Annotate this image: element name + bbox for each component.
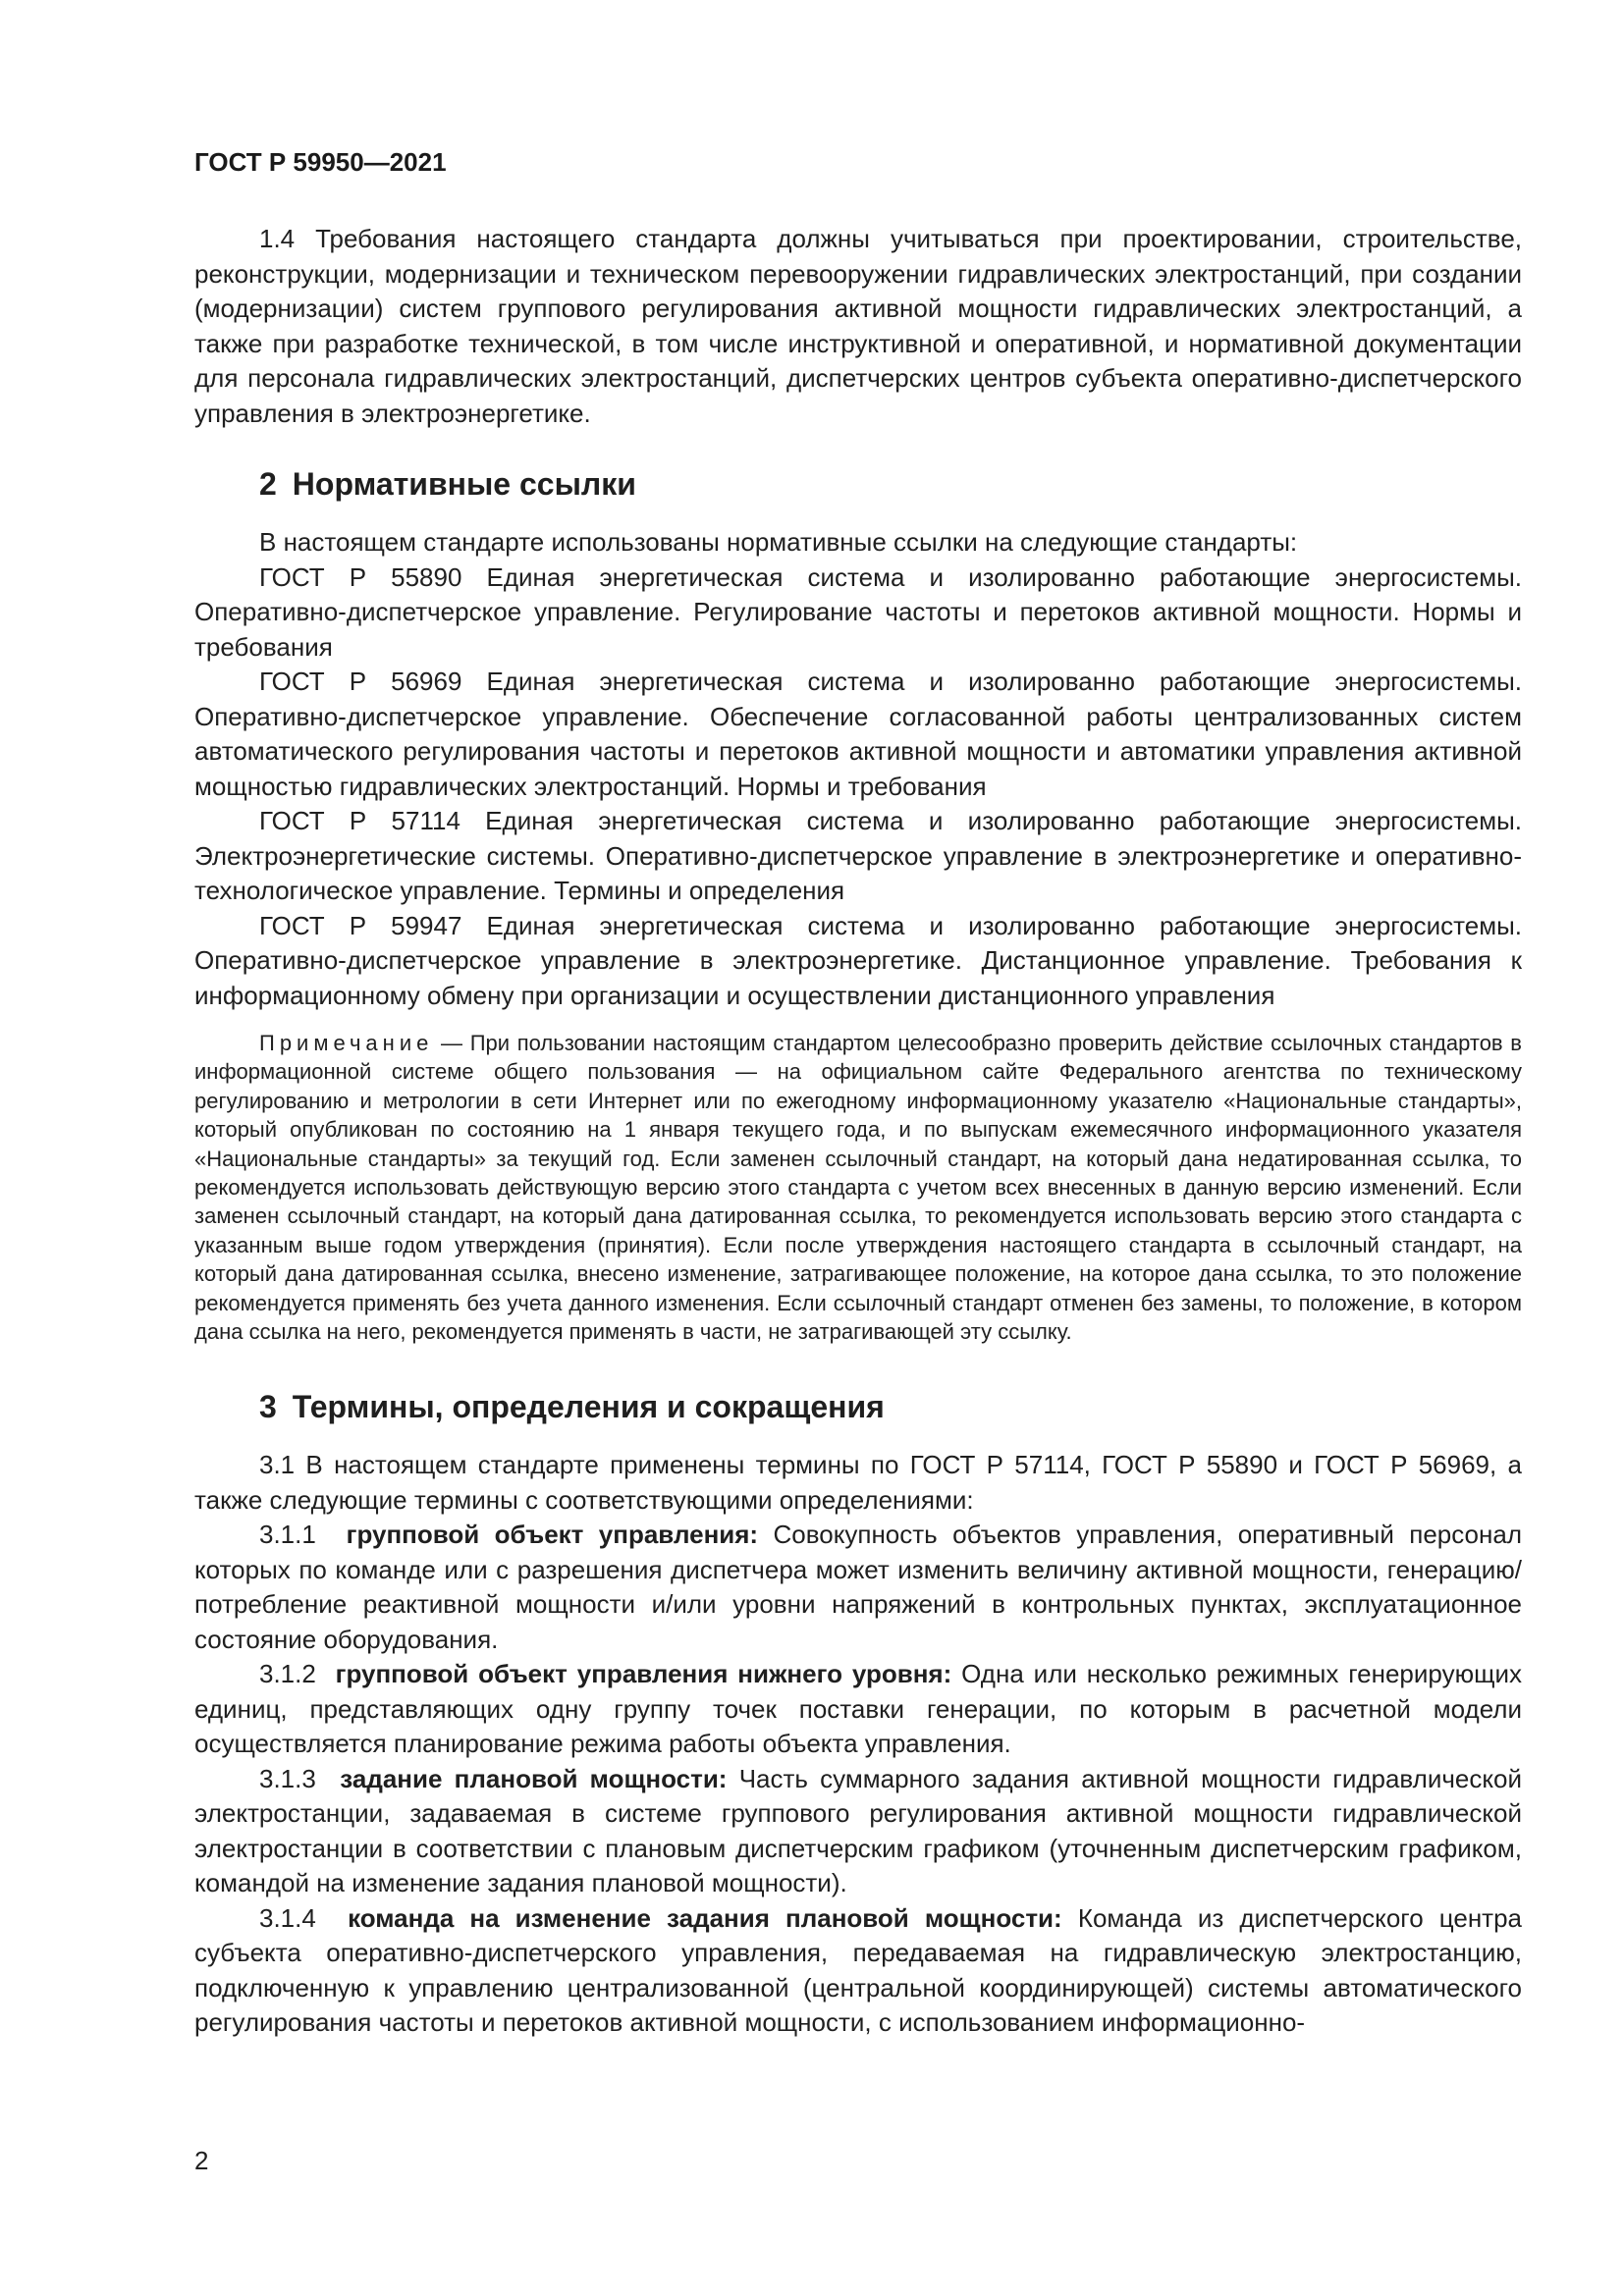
term-name: задание плановой мощности: [340,1763,728,1793]
term-3-1-1 [194,1518,1522,1657]
reference-item: ГОСТ Р 55890 Единая энергетическая система и изолированно работающие энергосистемы. Оперативно-диспетчерское управление. Регулирование частоты и перетоков активной мощности. Нормы и требования [194,561,1522,662]
reference-item: ГОСТ Р 59947 Единая энергетическая система и изолированно работающие энергосистемы. Оперативно-диспетчерское управление в электроэнергетике. Дистанционное управление. Требования к информационному обмену при организации и осуществлении дистанционного управления [194,910,1522,1010]
section-2-note [194,1029,1522,1346]
section-2-heading [259,464,1522,504]
term-definition: Часть суммарного задания активной мощности гидравлической электростанции, задаваемая в системе группового регулирования активной мощности гидравлической электростанции в соответствии с плановым диспетчерским графиком (уточненным диспетчерским графиком, командой на изменение задания плановой мощности). [194,1763,1523,1898]
section-3-number: 3 [259,1389,277,1425]
section-2-number: 2 [259,466,277,502]
reference-item: ГОСТ Р 57114 Единая энергетическая система и изолированно работающие энергосистемы. Электроэнергетические системы. Оперативно-диспетчерское управление в электроэнергетике и оперативно-технологическое управление. Термины и определения [194,806,1522,905]
term-name: групповой объект управления нижнего уровня: [335,1659,952,1689]
section-2-title: Нормативные ссылки [292,466,636,502]
term-3-1-3 [194,1762,1522,1901]
term-number: 3.1.4 [259,1902,316,1933]
term-number: 3.1.3 [259,1763,316,1793]
document-body [194,222,1522,2041]
term-definition: Команда из диспетчерского центра субъекта оперативно-диспетчерского управления, передаваемая на гидравлическую электростанцию, подключенную к управлению централизованной (центральной координирующей) системы автоматического регулирования частоты и перетоков активной мощности, с использованием информационно- [194,1902,1523,2038]
section-2-intro: В настоящем стандарте использованы нормативные ссылки на следующие стандарты: [259,527,1298,557]
term-name: групповой объект управления: [346,1520,759,1550]
term-3-1-2 [194,1657,1522,1762]
term-3-1-4 [194,1901,1522,2041]
term-number: 3.1.1 [259,1520,316,1550]
reference-item: ГОСТ Р 56969 Единая энергетическая система и изолированно работающие энергосистемы. Оперативно-диспетчерское управление. Обеспечение согласованной работы централизованных систем автоматического регулирования частоты и перетоков активной мощности и автоматики управления активной мощностью гидравлических электростанций. Нормы и требования [194,667,1522,801]
term-definition: Совокупность объектов управления, оперативный персонал которых по команде или с разрешения диспетчера может изменить величину активной мощности, генерацию/потребление реактивной мощности и/или уровни напряжений в контрольных пунктах, эксплуатационное состояние оборудования. [194,1520,1522,1654]
term-definition: Одна или несколько режимных генерирующих единиц, представляющих одну группу точек поставки генерации, по которым в расчетной модели осуществляется планирование режима работы объекта управления. [194,1659,1522,1759]
document-code-header: ГОСТ Р 59950—2021 [194,147,447,177]
section-3-intro: 3.1 В настоящем стандарте применены термины по ГОСТ Р 57114, ГОСТ Р 55890 и ГОСТ Р 56969, а также следующие термины с соответствующими определениями: [194,1450,1522,1515]
term-name: команда на изменение задания плановой мощности: [348,1902,1062,1933]
note-label: Примечание [259,1031,434,1055]
term-number: 3.1.2 [259,1659,316,1689]
paragraph-1-4: 1.4 Требования настоящего стандарта должны учитываться при проектировании, строительстве, реконструкции, модернизации и техническом перевооружении гидравлических электростанций, при создании (модернизации) систем группового регулирования активной мощности гидравлических электростанций, а также при разработке технической, в том числе инструктивной и оперативной, и нормативной документации для персонала гидравлических электростанций, диспетчерских центров субъекта оперативно-диспетчерского управления в электроэнергетике. [194,224,1522,428]
section-3-title: Термины, определения и сокращения [292,1389,885,1425]
page-number: 2 [194,2146,209,2175]
section-3-heading [259,1387,1522,1426]
note-text: — При пользовании настоящим стандартом целесообразно проверить действие ссылочных стандартов в информационной системе общего пользования — на официальном сайте Федерального агентства по техническому регулированию и метрологии в сети Интернет или по ежегодному информационному указателю «Национальные стандарты», который опубликован по состоянию на 1 января текущего года, и по выпускам ежемесячного информационного указателя «Национальные стандарты» за текущий год. Если заменен ссылочный стандарт, на который дана недатированная ссылка, то рекомендуется использовать действующую версию этого стандарта с учетом всех внесенных в данную версию изменений. Если заменен ссылочный стандарт, на который дана датированная ссылка, то рекомендуется использовать версию этого стандарта с указанным выше годом утверждения (принятия). Если после утверждения настоящего стандарта в ссылочный стандарт, на который дана датированная ссылка, внесено изменение, затрагивающее положение, на которое дана ссылка, то это положение рекомендуется применять без учета данного изменения. Если ссылочный стандарт отменен без замены, то положение, в котором дана ссылка на него, рекомендуется применять в части, не затрагивающей эту ссылку. [194,1031,1522,1345]
